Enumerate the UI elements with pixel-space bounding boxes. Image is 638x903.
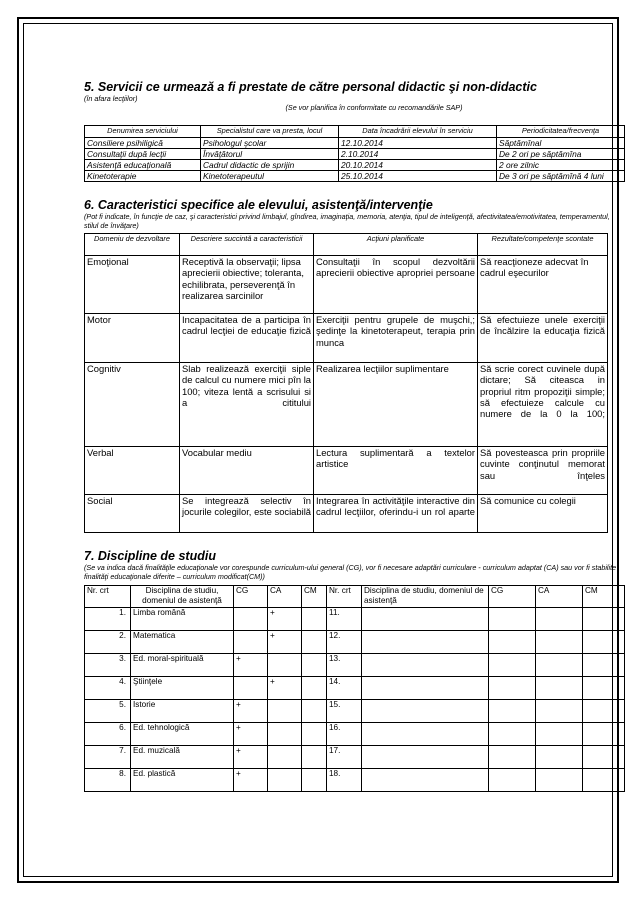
table-cell [489, 608, 536, 631]
table-cell: Să scrie corect cuvinele după dictare; Să citeasca in propriul ritm propoziţii simple; să efectuieze calcule cu numere de la 0 la 100; [478, 363, 608, 447]
table-cell: Cognitiv [85, 363, 180, 447]
table-cell: Kinetoterapie [85, 171, 201, 182]
header-cell: CM [583, 586, 625, 608]
header-cell: Disciplina de studiu, domeniul de asistenţă [362, 586, 489, 608]
table-cell [536, 746, 583, 769]
table-cell [536, 654, 583, 677]
section-5-title: 5. Servicii ce urmează a fi prestate de către personal didactic şi non-didactic [84, 80, 537, 94]
table-cell: + [268, 608, 302, 631]
table-cell: Psihologul şcolar [201, 138, 339, 149]
table-cell: Incapacitatea de a participa în cadrul lecţiei de educaţie fizică [180, 314, 314, 363]
table-row [85, 256, 608, 314]
table-cell [362, 700, 489, 723]
table-cell: 20.10.2014 [339, 160, 497, 171]
table-cell: Vocabular mediu [180, 447, 314, 495]
table-cell [489, 700, 536, 723]
document-content [84, 80, 624, 792]
table-cell: 14. [327, 677, 362, 700]
table-cell [302, 677, 327, 700]
table-cell: 3. [85, 654, 131, 677]
table-cell: De 3 ori pe săptămînă 4 luni [497, 171, 625, 182]
table-cell [362, 608, 489, 631]
table-row [85, 171, 625, 182]
header-cell: Nr. crt [327, 586, 362, 608]
table-cell [302, 631, 327, 654]
table-row [85, 746, 625, 769]
table-row [85, 700, 625, 723]
table-cell: 6. [85, 723, 131, 746]
table-cell: Să comunice cu colegii [478, 495, 608, 533]
table-cell: 7. [85, 746, 131, 769]
table-row [85, 138, 625, 149]
header-cell: Rezultate/competenţe scontate [478, 234, 608, 256]
table-row [85, 654, 625, 677]
table-cell: Consiliere psihiligică [85, 138, 201, 149]
table-cell: Slab realizează exerciţii siple de calcul cu numere mici pîn la 100; viteza lentă a scrisului si a cititului [180, 363, 314, 447]
table-cell: + [234, 700, 268, 723]
table-cell [583, 769, 625, 792]
table-cell [536, 608, 583, 631]
table-cell: Motor [85, 314, 180, 363]
table-cell: Se integrează selectiv în jocurile colegilor, este sociabilă [180, 495, 314, 533]
table-row [85, 314, 608, 363]
table-row [85, 723, 625, 746]
section-7-title: 7. Discipline de studiu [84, 549, 216, 563]
table-cell: Să povesteasca prin propriile cuvinte conţinutul memorat sau înţeles [478, 447, 608, 495]
header-cell: Data încadrării elevului în serviciu [339, 126, 497, 138]
table-cell: 16. [327, 723, 362, 746]
header-cell: Disciplina de studiu, domeniul de asistenţă [131, 586, 234, 608]
table-cell: Istorie [131, 700, 234, 723]
table-cell: Emoţional [85, 256, 180, 314]
header-cell: Acţiuni planificate [314, 234, 478, 256]
table-cell: Ed. moral-spirituală [131, 654, 234, 677]
table-cell [536, 723, 583, 746]
header-cell: CG [489, 586, 536, 608]
table-cell: 25.10.2014 [339, 171, 497, 182]
table-cell: Exerciţii pentru grupele de muşchi,; şedinţe la kinetoterapeut, terapia prin munca [314, 314, 478, 363]
table-cell: Limba română [131, 608, 234, 631]
table-cell [583, 746, 625, 769]
header-cell: CA [536, 586, 583, 608]
table-cell [302, 608, 327, 631]
table-cell: Consultaţii în scopul dezvoltării aprecierii obiective apropriei persoane [314, 256, 478, 314]
table-cell [302, 654, 327, 677]
table-cell [234, 631, 268, 654]
table-row [85, 677, 625, 700]
table-row [85, 447, 608, 495]
table-cell: Kinetoterapeutul [201, 171, 339, 182]
table-cell [583, 608, 625, 631]
table-cell [362, 769, 489, 792]
table-cell [583, 700, 625, 723]
table-cell [489, 677, 536, 700]
header-cell: Periodicitatea/frecvenţa [497, 126, 625, 138]
table-cell: Matematica [131, 631, 234, 654]
table-cell: + [234, 746, 268, 769]
table-cell: + [268, 631, 302, 654]
table-cell [583, 654, 625, 677]
table-cell: 2. [85, 631, 131, 654]
table-cell: Cadrul didactic de sprijin [201, 160, 339, 171]
table-cell [583, 723, 625, 746]
table-cell [268, 654, 302, 677]
table-cell [268, 723, 302, 746]
table-cell: Social [85, 495, 180, 533]
table-cell [536, 677, 583, 700]
table-cell: 8. [85, 769, 131, 792]
table-cell [268, 700, 302, 723]
section-6-note: (Pot fi indicate, în funcţie de caz, şi caracteristici privind limbajul, gîndirea, imaginaţia, memoria, atenţia, tipul de inteligenţă, afectivitatea/emotivitatea, temperamentul, stilul de învăţare) [84, 212, 610, 230]
table-header-row [85, 234, 608, 256]
table-cell: + [234, 654, 268, 677]
table-cell [489, 723, 536, 746]
table-cell: 13. [327, 654, 362, 677]
table-cell: Consultaţii după lecţii [85, 149, 201, 160]
table-cell [268, 746, 302, 769]
table-cell: Ed. tehnologică [131, 723, 234, 746]
table-cell: + [234, 723, 268, 746]
table-header-row [85, 126, 625, 138]
table-cell [362, 631, 489, 654]
section-7-note: (Se va indica dacă finalităţile educaţionale vor corespunde curriculum-ului general (CG), vor fi necesare adaptări curriculare - curriculum adaptat (CA) sau vor fi stabilite finalităţi educaţionale diferite – curriculum modificat(CM)) [84, 563, 617, 581]
characteristics-table [84, 233, 608, 533]
table-cell [234, 677, 268, 700]
table-cell [302, 746, 327, 769]
table-cell: 15. [327, 700, 362, 723]
table-cell: Lectura suplimentară a textelor artistice [314, 447, 478, 495]
table-cell: Ştiinţele [131, 677, 234, 700]
section-5-note: (în afara lecţiilor) [84, 94, 138, 103]
table-cell [489, 769, 536, 792]
header-cell: Denumirea serviciului [85, 126, 201, 138]
table-cell: 1. [85, 608, 131, 631]
disciplines-table [84, 585, 625, 792]
header-cell: Descriere succintă a caracteristicii [180, 234, 314, 256]
table-cell [489, 746, 536, 769]
table-cell [362, 677, 489, 700]
table-cell: Ed. plastică [131, 769, 234, 792]
table-cell: Integrarea în activităţile interactive din cadrul lecţiilor, oferindu-i un rol aparte [314, 495, 478, 533]
table-cell: 5. [85, 700, 131, 723]
table-cell [536, 700, 583, 723]
table-cell: 2 ore zilnic [497, 160, 625, 171]
table-cell: 12.10.2014 [339, 138, 497, 149]
table-cell [302, 769, 327, 792]
header-cell: CG [234, 586, 268, 608]
table-row [85, 631, 625, 654]
table-cell: Să efectuieze unele exerciţii de încălzire la educaţia fizică [478, 314, 608, 363]
table-cell: 17. [327, 746, 362, 769]
table-cell [268, 769, 302, 792]
table-cell [362, 746, 489, 769]
table-cell: Învăţătorul [201, 149, 339, 160]
section-5-planning-note: (Se vor planifica în conformitate cu recomandările SAP) [285, 103, 463, 112]
table-cell: De 2 ori pe săptămîna [497, 149, 625, 160]
table-row [85, 769, 625, 792]
table-cell [583, 677, 625, 700]
section-6-title: 6. Caracteristici specifice ale elevului, asistenţă/intervenţie [84, 198, 433, 212]
table-cell: 11. [327, 608, 362, 631]
table-cell [536, 631, 583, 654]
header-cell: Domeniu de dezvoltare [85, 234, 180, 256]
table-cell [234, 608, 268, 631]
table-cell: Receptivă la observaţii; lipsa aprecierii obiective; toleranta, echilibrata, perseverenţă în realizarea sarcinilor [180, 256, 314, 314]
table-cell: Verbal [85, 447, 180, 495]
header-cell: Nr. crt [85, 586, 131, 608]
header-cell: Specialistul care va presta, locul [201, 126, 339, 138]
table-cell [489, 654, 536, 677]
table-row [85, 160, 625, 171]
table-cell [302, 700, 327, 723]
table-cell: + [268, 677, 302, 700]
table-row [85, 363, 608, 447]
table-cell: + [234, 769, 268, 792]
table-cell: Să reacţioneze adecvat în cadrul eşecurilor [478, 256, 608, 314]
table-header-row [85, 586, 625, 608]
table-cell: Ed. muzicală [131, 746, 234, 769]
table-cell: 4. [85, 677, 131, 700]
table-row [85, 495, 608, 533]
table-row [85, 608, 625, 631]
table-cell [583, 631, 625, 654]
table-cell: Săptămînal [497, 138, 625, 149]
table-cell [302, 723, 327, 746]
table-cell [536, 769, 583, 792]
table-cell [362, 723, 489, 746]
table-cell: 12. [327, 631, 362, 654]
table-cell: Asistenţă educaţională [85, 160, 201, 171]
table-cell: 18. [327, 769, 362, 792]
table-cell [489, 631, 536, 654]
table-cell: Realizarea lecţiilor suplimentare [314, 363, 478, 447]
header-cell: CM [302, 586, 327, 608]
table-row [85, 149, 625, 160]
table-cell: 2.10.2014 [339, 149, 497, 160]
services-table [84, 125, 625, 182]
table-cell [362, 654, 489, 677]
header-cell: CA [268, 586, 302, 608]
